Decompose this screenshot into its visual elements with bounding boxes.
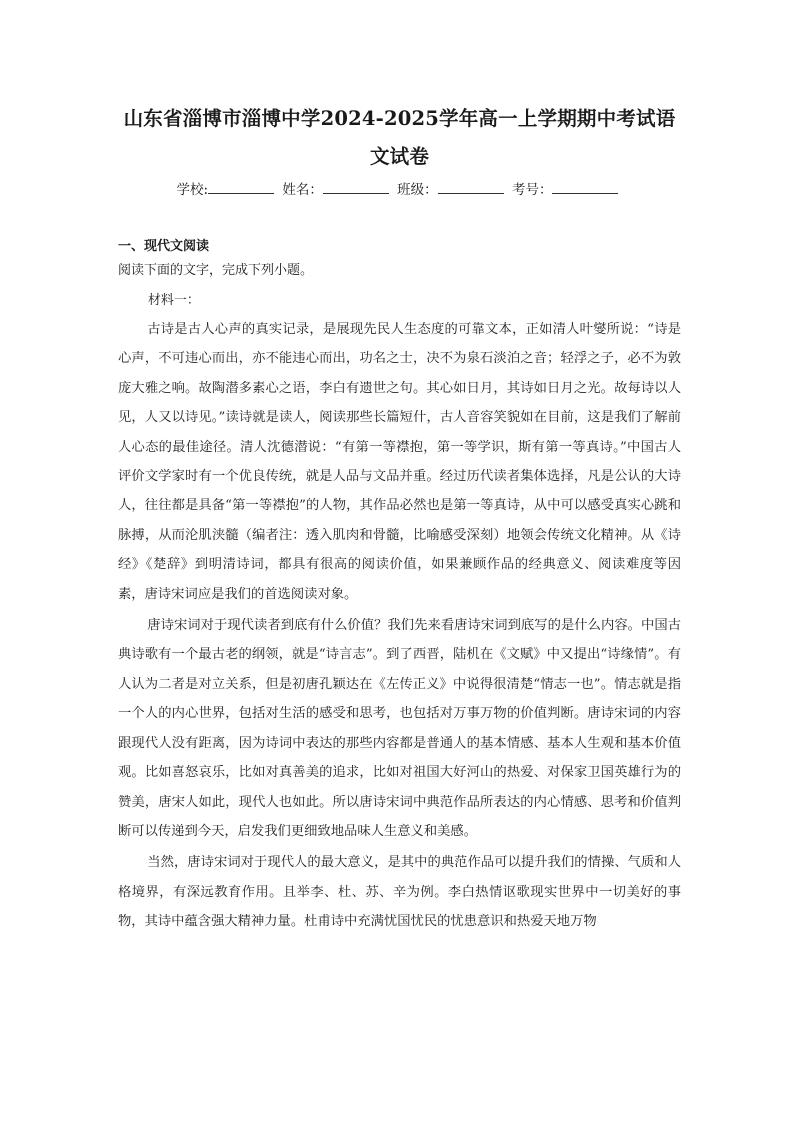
exam-title-line-2: 文试卷 <box>369 145 430 168</box>
name-label: 姓名： <box>282 182 323 198</box>
exam-title-line-1: 山东省淄博市淄博中学2024-2025学年高一上学期期中考试语 <box>123 107 676 130</box>
school-field[interactable] <box>177 180 279 200</box>
school-blank[interactable] <box>208 180 274 194</box>
passage-paragraph-3: 当然，唐诗宋词对于现代人的最大意义，是其中的典范作品可以提升我们的情操、气质和人格境界，有深远教育作用。且举李、杜、苏、辛为例。李白热情讴歌现实世界中一切美好的事物，其诗中蕴含强大精神力量。杜甫诗中充满忧国忧民的忧患意识和热爱天地万物 <box>118 855 681 930</box>
passage-paragraph-2: 唐诗宋词对于现代读者到底有什么价值？我们先来看唐诗宋词到底写的是什么内容。中国古典诗歌有一个最古老的纲领，就是“诗言志”。到了西晋，陆机在《文赋》中又提出“诗缘情”。有人认为二者是对立关系，但是初唐孔颖达在《左传正义》中说得很清楚“情志一也”。情志就是指一个人的内心世界，包括对生活的感受和思考，也包括对万事万物的价值判断。唐诗宋词的内容跟现代人没有距离，因为诗词中表达的那些内容都是普通人的基本情感、基本人生观和基本价值观。比如喜怒哀乐，比如对真善美的追求，比如对祖国大好河山的热爱、对保家卫国英雄行为的赞美，唐宋人如此，现代人也如此。所以唐诗宋词中典范作品所表达的内心情感、思考和价值判断可以传递到今天，启发我们更细致地品味人生意义和美感。 <box>118 618 681 839</box>
student-info-line <box>118 180 681 200</box>
exam-number-field[interactable] <box>512 180 623 200</box>
school-label: 学校: <box>176 182 209 198</box>
section-heading: 一、现代文阅读 <box>118 239 210 254</box>
exam-title <box>118 100 681 176</box>
class-label: 班级： <box>397 182 438 198</box>
class-field[interactable] <box>397 180 508 200</box>
reading-instruction: 阅读下面的文字，完成下列小题。 <box>118 263 314 278</box>
name-blank[interactable] <box>323 180 389 194</box>
exam-number-blank[interactable] <box>552 180 618 194</box>
class-blank[interactable] <box>438 180 504 194</box>
name-field[interactable] <box>282 180 393 200</box>
passage-paragraph-1: 古诗是古人心声的真实记录，是展现先民人生态度的可靠文本，正如清人叶燮所说：“诗是心声，不可违心而出，亦不能违心而出，功名之士，决不为泉石淡泊之音；轻浮之子，必不为敦庞大雅之响。故陶潜多素心之语，李白有遗世之句。其心如日月，其诗如日月之光。故每诗以人见，人又以诗见。”读诗就是读人，阅读那些长篇短什，古人音容笑貌如在目前，这是我们了解前人心态的最佳途径。清人沈德潜说：“有第一等襟抱，第一等学识，斯有第一等真诗。”中国古人评价文学家时有一个优良传统，就是人品与文品并重。经过历代读者集体选择，凡是公认的大诗人，往往都是具备“第一等襟抱”的人物，其作品必然也是第一等真诗，从中可以感受真实心跳和脉搏，从而沦肌浃髓（编者注：透入肌肉和骨髓，比喻感受深刻）地领会传统文化精神。从《诗经》《楚辞》到明清诗词，都具有很高的阅读价值，如果兼顾作品的经典意义、阅读难度等因素，唐诗宋词应是我们的首选阅读对象。 <box>118 322 681 602</box>
material-label: 材料一： <box>147 293 200 308</box>
exam-number-label: 考号： <box>511 182 553 198</box>
